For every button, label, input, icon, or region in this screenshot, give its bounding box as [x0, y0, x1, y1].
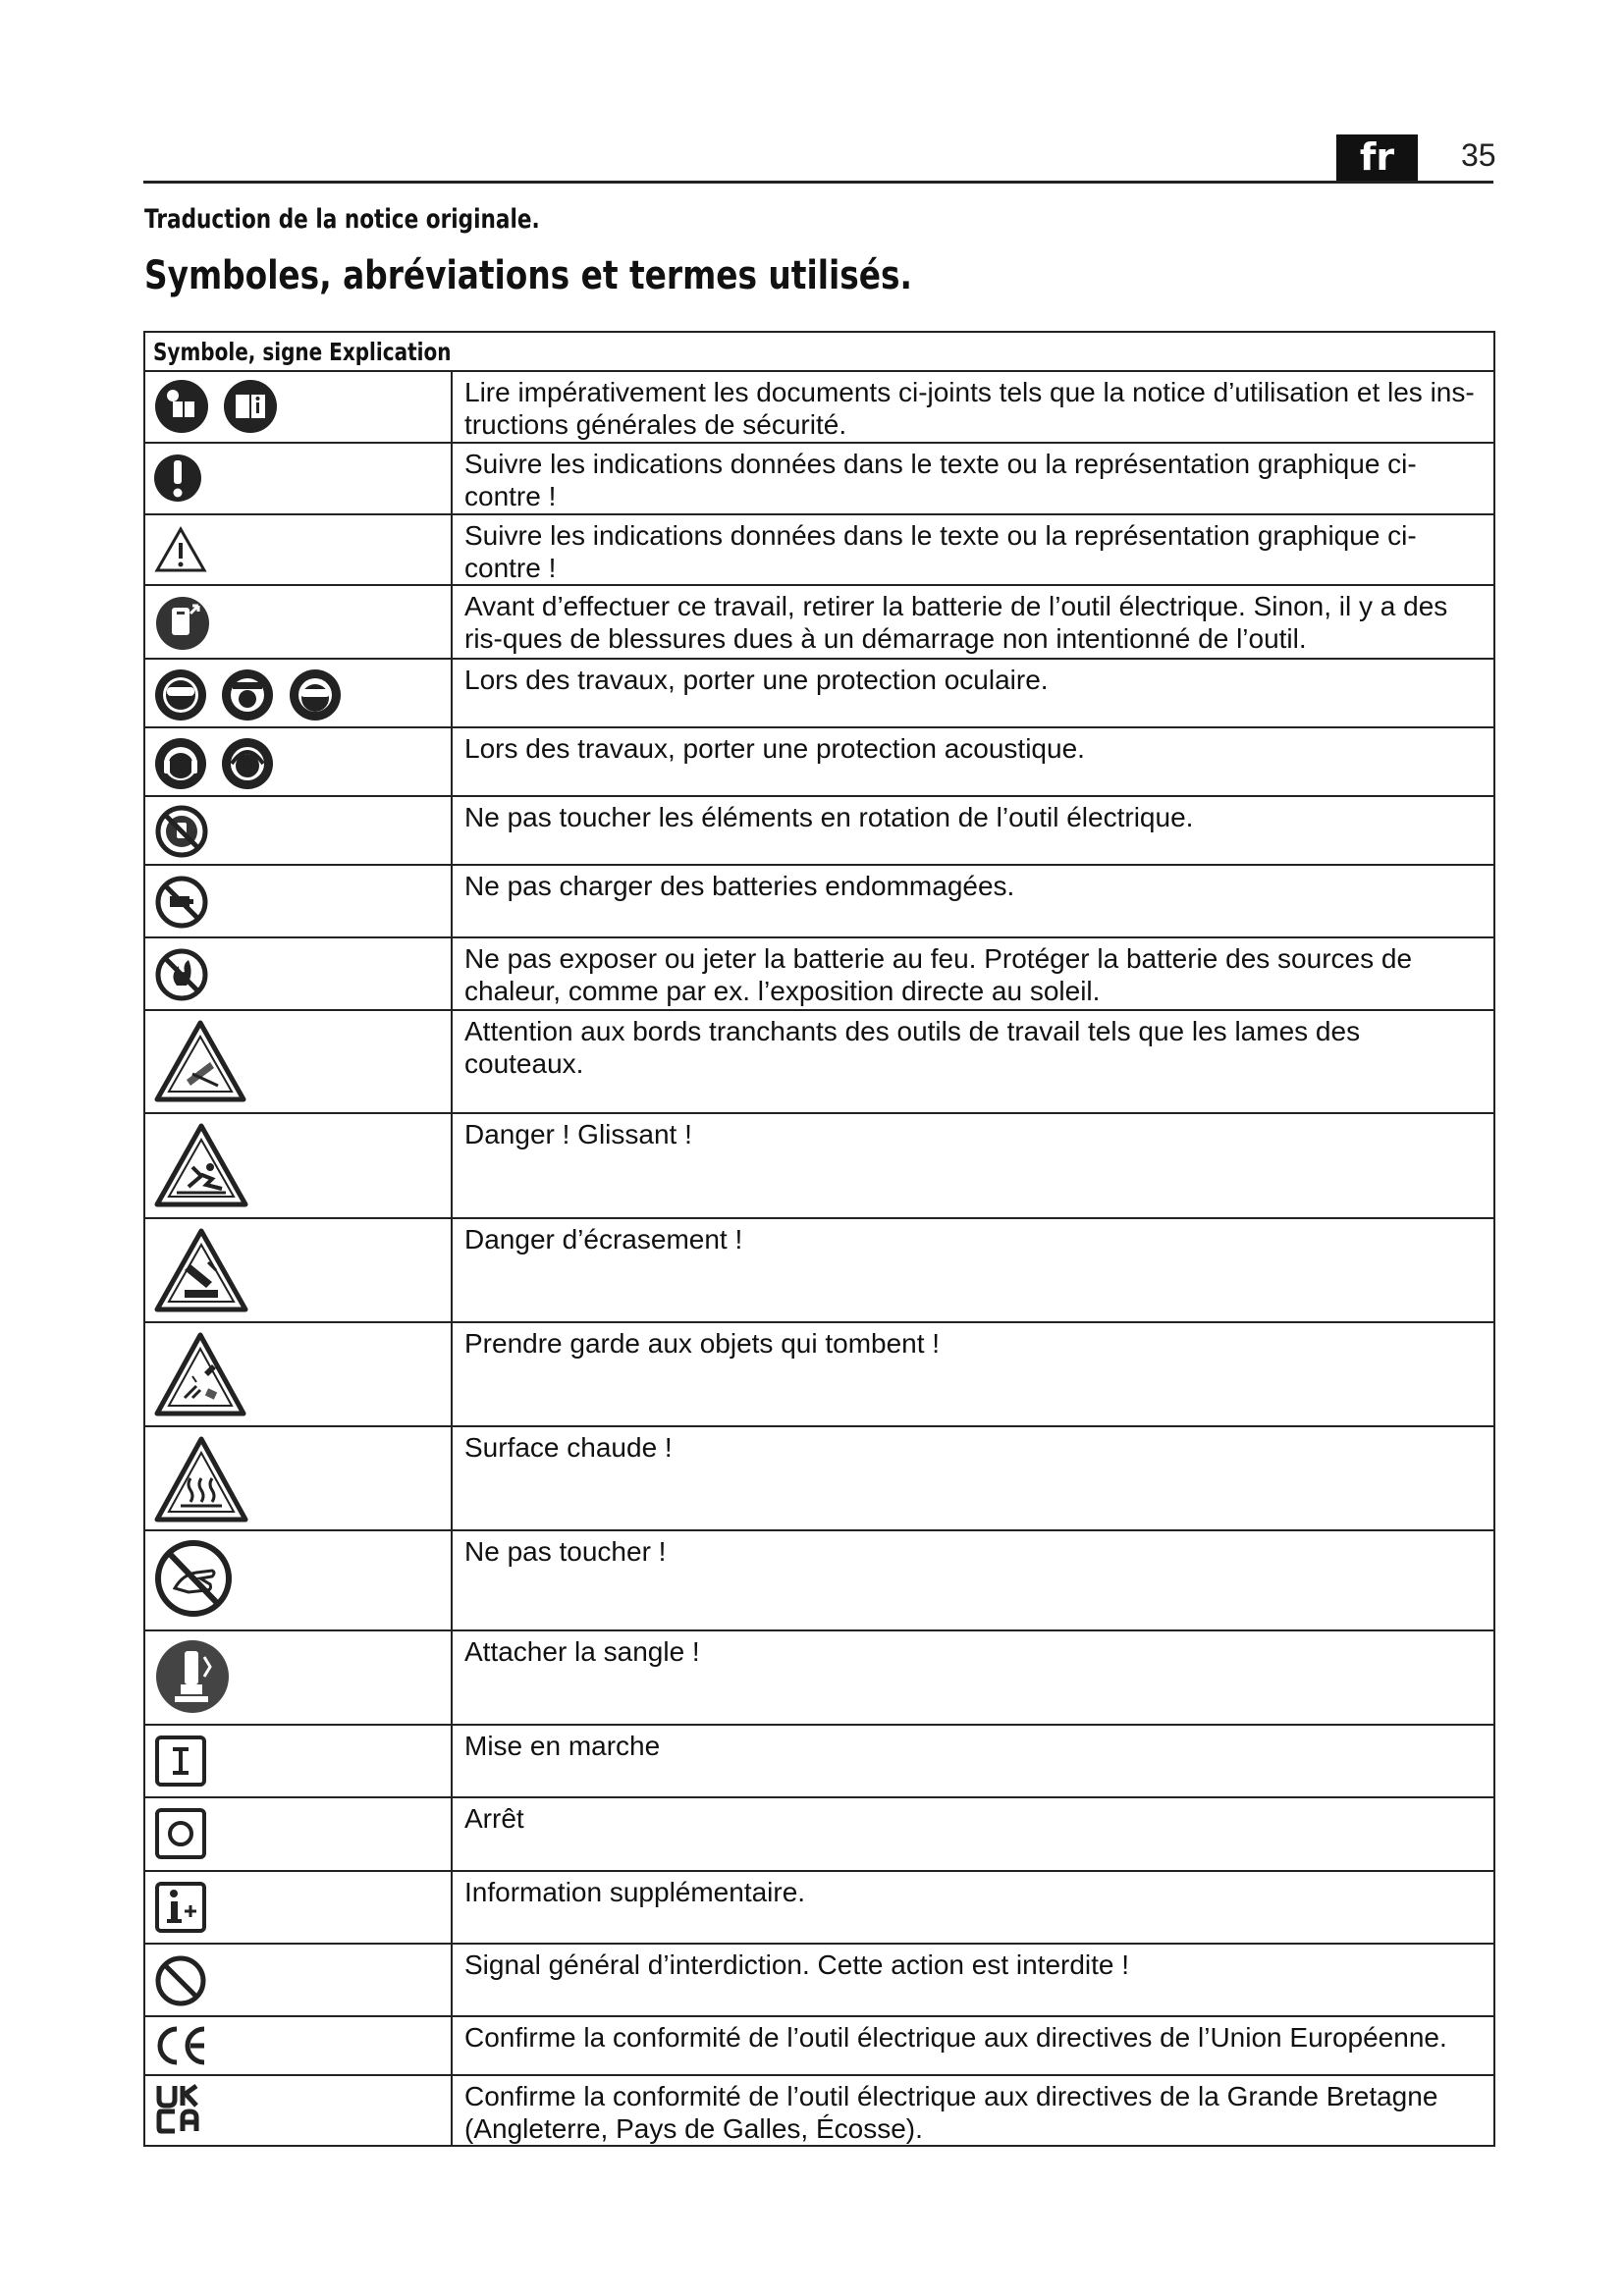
- info-book-icon: [222, 378, 279, 435]
- remove-battery-icon: [153, 592, 212, 651]
- symbol-cell: [144, 1725, 452, 1797]
- info-plus-icon: [153, 1878, 208, 1935]
- symbol-cell: [144, 937, 452, 1010]
- explanation-text: Attacher la sangle !: [452, 1630, 1494, 1725]
- symbol-cell: [144, 1871, 452, 1944]
- slippery-warning-icon: [153, 1120, 249, 1210]
- table-row: [144, 1725, 1494, 1797]
- falling-objects-warning-icon: [153, 1329, 247, 1419]
- power-off-icon: [153, 1804, 208, 1861]
- explanation-text: Signal général d’interdiction. Cette action est interdite !: [452, 1944, 1494, 2016]
- ear-muffs-icon: [153, 734, 208, 791]
- symbol-cell: [144, 1530, 452, 1630]
- table-row: [144, 2016, 1494, 2075]
- explanation-text: Avant d’effectuer ce travail, retirer la batterie de l’outil électrique. Sinon, il y a des ris-ques de blessures dues à un démarrage non intentionné de l’outil.: [452, 585, 1494, 659]
- symbol-cell: [144, 865, 452, 937]
- safety-glasses-icon: [288, 666, 343, 722]
- column-header: Symbole, signe Explication: [153, 338, 452, 366]
- no-charge-damaged-battery-icon: [153, 872, 210, 929]
- symbol-cell: [144, 585, 452, 659]
- explanation-text: Danger ! Glissant !: [452, 1113, 1494, 1218]
- explanation-text: Ne pas charger des batteries endommagées.: [452, 865, 1494, 937]
- explanation-text: Ne pas toucher !: [452, 1530, 1494, 1630]
- symbol-cell: [144, 1426, 452, 1530]
- table-row: [144, 514, 1494, 585]
- symbol-cell: [144, 796, 452, 865]
- power-on-icon: [153, 1732, 208, 1789]
- crush-warning-icon: [153, 1225, 249, 1315]
- table-row: [144, 796, 1494, 865]
- explanation-text: Attention aux bords tranchants des outils de travail tels que les lames des couteaux.: [452, 1010, 1494, 1113]
- language-tag: fr: [1336, 134, 1418, 181]
- symbol-cell: [144, 1010, 452, 1113]
- table-row: [144, 443, 1494, 514]
- symbol-cell: [144, 1218, 452, 1322]
- face-shield-icon: [220, 666, 275, 722]
- header-rule: [143, 181, 1493, 184]
- explanation-text: Lors des travaux, porter une protection acoustique.: [452, 727, 1494, 796]
- prohibition-icon: [153, 1950, 210, 2007]
- explanation-text: Lire impérativement les documents ci-joints tels que la notice d’utilisation et les ins-tructions générales de sécurité.: [452, 371, 1494, 443]
- table-row: [144, 937, 1494, 1010]
- symbol-cell: [144, 1113, 452, 1218]
- explanation-text: Ne pas exposer ou jeter la batterie au feu. Protéger la batterie des sources de chaleur, comme par ex. l’exposition directe au soleil.: [452, 937, 1494, 1010]
- no-fire-battery-icon: [153, 944, 210, 1001]
- explanation-text: Surface chaude !: [452, 1426, 1494, 1530]
- no-touch-hand-icon: [153, 1537, 234, 1620]
- table-row: [144, 1113, 1494, 1218]
- table-row: [144, 865, 1494, 937]
- explanation-text: Information supplémentaire.: [452, 1871, 1494, 1944]
- explanation-text: Suivre les indications données dans le texte ou la représentation graphique ci-contre !: [452, 443, 1494, 514]
- explanation-text: Mise en marche: [452, 1725, 1494, 1797]
- symbols-table: [143, 331, 1495, 2147]
- symbol-cell: [144, 2016, 452, 2075]
- table-row: [144, 1871, 1494, 1944]
- symbol-cell: [144, 1797, 452, 1871]
- table-row: [144, 1797, 1494, 1871]
- ce-mark-icon: [153, 2023, 210, 2068]
- symbol-cell: [144, 659, 452, 727]
- document-subtitle: Traduction de la notice originale.: [144, 204, 540, 235]
- symbol-cell: [144, 2075, 452, 2146]
- table-row: [144, 585, 1494, 659]
- table-row: [144, 1010, 1494, 1113]
- explanation-text: Suivre les indications données dans le texte ou la représentation graphique ci-contre !: [452, 514, 1494, 585]
- symbol-cell: [144, 1322, 452, 1426]
- warning-triangle-icon: [153, 521, 208, 576]
- page-number: 35: [1461, 137, 1496, 173]
- table-row: [144, 659, 1494, 727]
- explanation-text: Prendre garde aux objets qui tombent !: [452, 1322, 1494, 1426]
- sharp-edge-warning-icon: [153, 1017, 247, 1105]
- no-touch-rotating-icon: [153, 803, 210, 860]
- hot-surface-warning-icon: [153, 1433, 249, 1525]
- goggles-icon: [153, 666, 208, 722]
- symbol-cell: [144, 727, 452, 796]
- symbol-cell: [144, 1944, 452, 2016]
- explanation-text: Danger d’écrasement !: [452, 1218, 1494, 1322]
- page-title: Symboles, abréviations et termes utilisés.: [144, 253, 912, 298]
- table-row: [144, 727, 1494, 796]
- symbol-cell: [144, 371, 452, 443]
- ukca-mark-icon: [153, 2082, 208, 2137]
- symbol-cell: [144, 514, 452, 585]
- explanation-text: Confirme la conformité de l’outil électrique aux directives de l’Union Européenne.: [452, 2016, 1494, 2075]
- table-row: [144, 371, 1494, 443]
- explanation-text: Ne pas toucher les éléments en rotation de l’outil électrique.: [452, 796, 1494, 865]
- table-row: [144, 1426, 1494, 1530]
- table-header-row: [144, 332, 1494, 371]
- explanation-text: Lors des travaux, porter une protection oculaire.: [452, 659, 1494, 727]
- table-row: [144, 1218, 1494, 1322]
- read-manual-icon: [153, 378, 210, 435]
- table-row: [144, 1630, 1494, 1725]
- exclamation-icon: [153, 450, 202, 507]
- table-row: [144, 2075, 1494, 2146]
- table-row: [144, 1530, 1494, 1630]
- table-row: [144, 1944, 1494, 2016]
- table-row: [144, 1322, 1494, 1426]
- symbol-cell: [144, 1630, 452, 1725]
- explanation-text: Arrêt: [452, 1797, 1494, 1871]
- explanation-text: Confirme la conformité de l’outil électrique aux directives de la Grande Bretagne (Angleterre, Pays de Galles, Écosse).: [452, 2075, 1494, 2146]
- ear-protection-icon: [220, 734, 275, 791]
- symbol-cell: [144, 443, 452, 514]
- attach-strap-icon: [153, 1637, 232, 1716]
